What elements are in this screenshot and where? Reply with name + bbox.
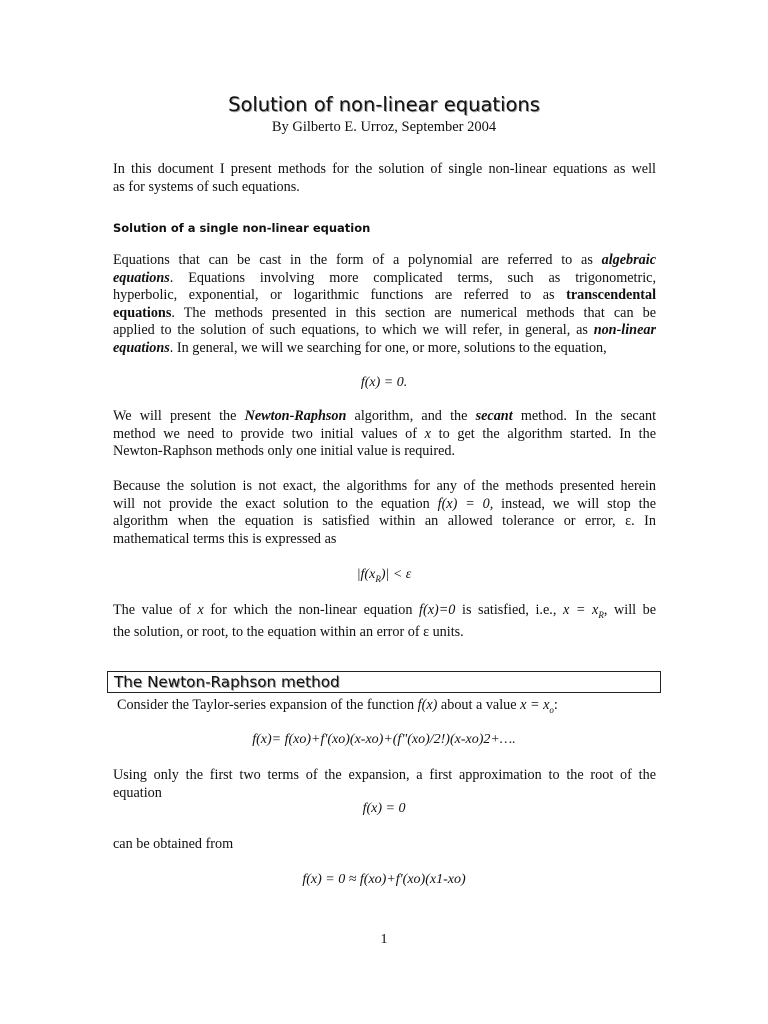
equation-f-of-x-zero-2: f(x) = 0	[362, 801, 406, 816]
paragraph-first-approximation: Using only the first two terms of the expansion, a first approximation to the root of the equation	[113, 767, 656, 801]
page-number: 1	[380, 932, 388, 947]
equation-taylor-expansion: f(x)= f(xo)+f'(xo)(x-xo)+(f"(xo)/2!)(x-xo)2+….	[252, 732, 516, 747]
section-heading-single-equation: Solution of a single non-linear equation	[113, 221, 371, 235]
intro-line-2: as for systems of such equations.	[113, 178, 300, 195]
paragraph-taylor-series: Consider the Taylor-series expansion of the function f(x) about a value $x = x_o$:	[117, 697, 558, 715]
section-heading-newton-raphson: The Newton-Raphson method	[114, 673, 340, 691]
paragraph-methods-intro: We will present the Newton-Raphson algorithm, and the secant method. In the secant method we need to provide two initial values of x to get the algorithm started. In the Newton-Raphson methods only one initial value is required.	[113, 408, 657, 460]
document-title: Solution of non-linear equations	[228, 93, 540, 116]
equation-f-of-x-zero: f(x) = 0.	[360, 375, 408, 390]
intro-line-1: In this document I present methods for the solution of single non-linear equations as well	[113, 161, 656, 177]
author-byline: By Gilberto E. Urroz, September 2004	[271, 119, 497, 135]
section-heading-box	[107, 671, 661, 693]
paragraph-tolerance: Because the solution is not exact, the algorithms for any of the methods presented herein will not provide the exact solution to the equation f(x) = 0, instead, we will stop the algorithm when the equation is satisfied within an allowed tolerance or error, ε. In mathematical terms this is expressed as	[113, 478, 656, 547]
equation-tolerance: $|f(x_R)| < \varepsilon$	[356, 567, 412, 584]
equation-linear-approximation: f(x) = 0 ≈ f(xo)+f'(xo)(x1-xo)	[302, 872, 466, 887]
paragraph-root-definition: The value of x for which the non-linear equation f(x)=0 is satisfied, i.e., $x = x_R$, will be the solution, or root, to the equation within an error of ε units.	[113, 602, 657, 641]
paragraph-equation-types: Equations that can be cast in the form of a polynomial are referred to as algebraic equations. Equations involving more complicated terms, such as trigonometric, hyperbolic, exponential, or logarithmic functions are referred to as transcendental equations. The methods presented in this section are numerical methods that can be applied to the solution of such equations, to which we will refer, in general, as non-linear equations. In general, we will we searching for one, or more, solutions to the equation,	[113, 252, 657, 356]
paragraph-obtained-from: can be obtained from	[113, 836, 234, 852]
intro-paragraph	[113, 161, 656, 196]
